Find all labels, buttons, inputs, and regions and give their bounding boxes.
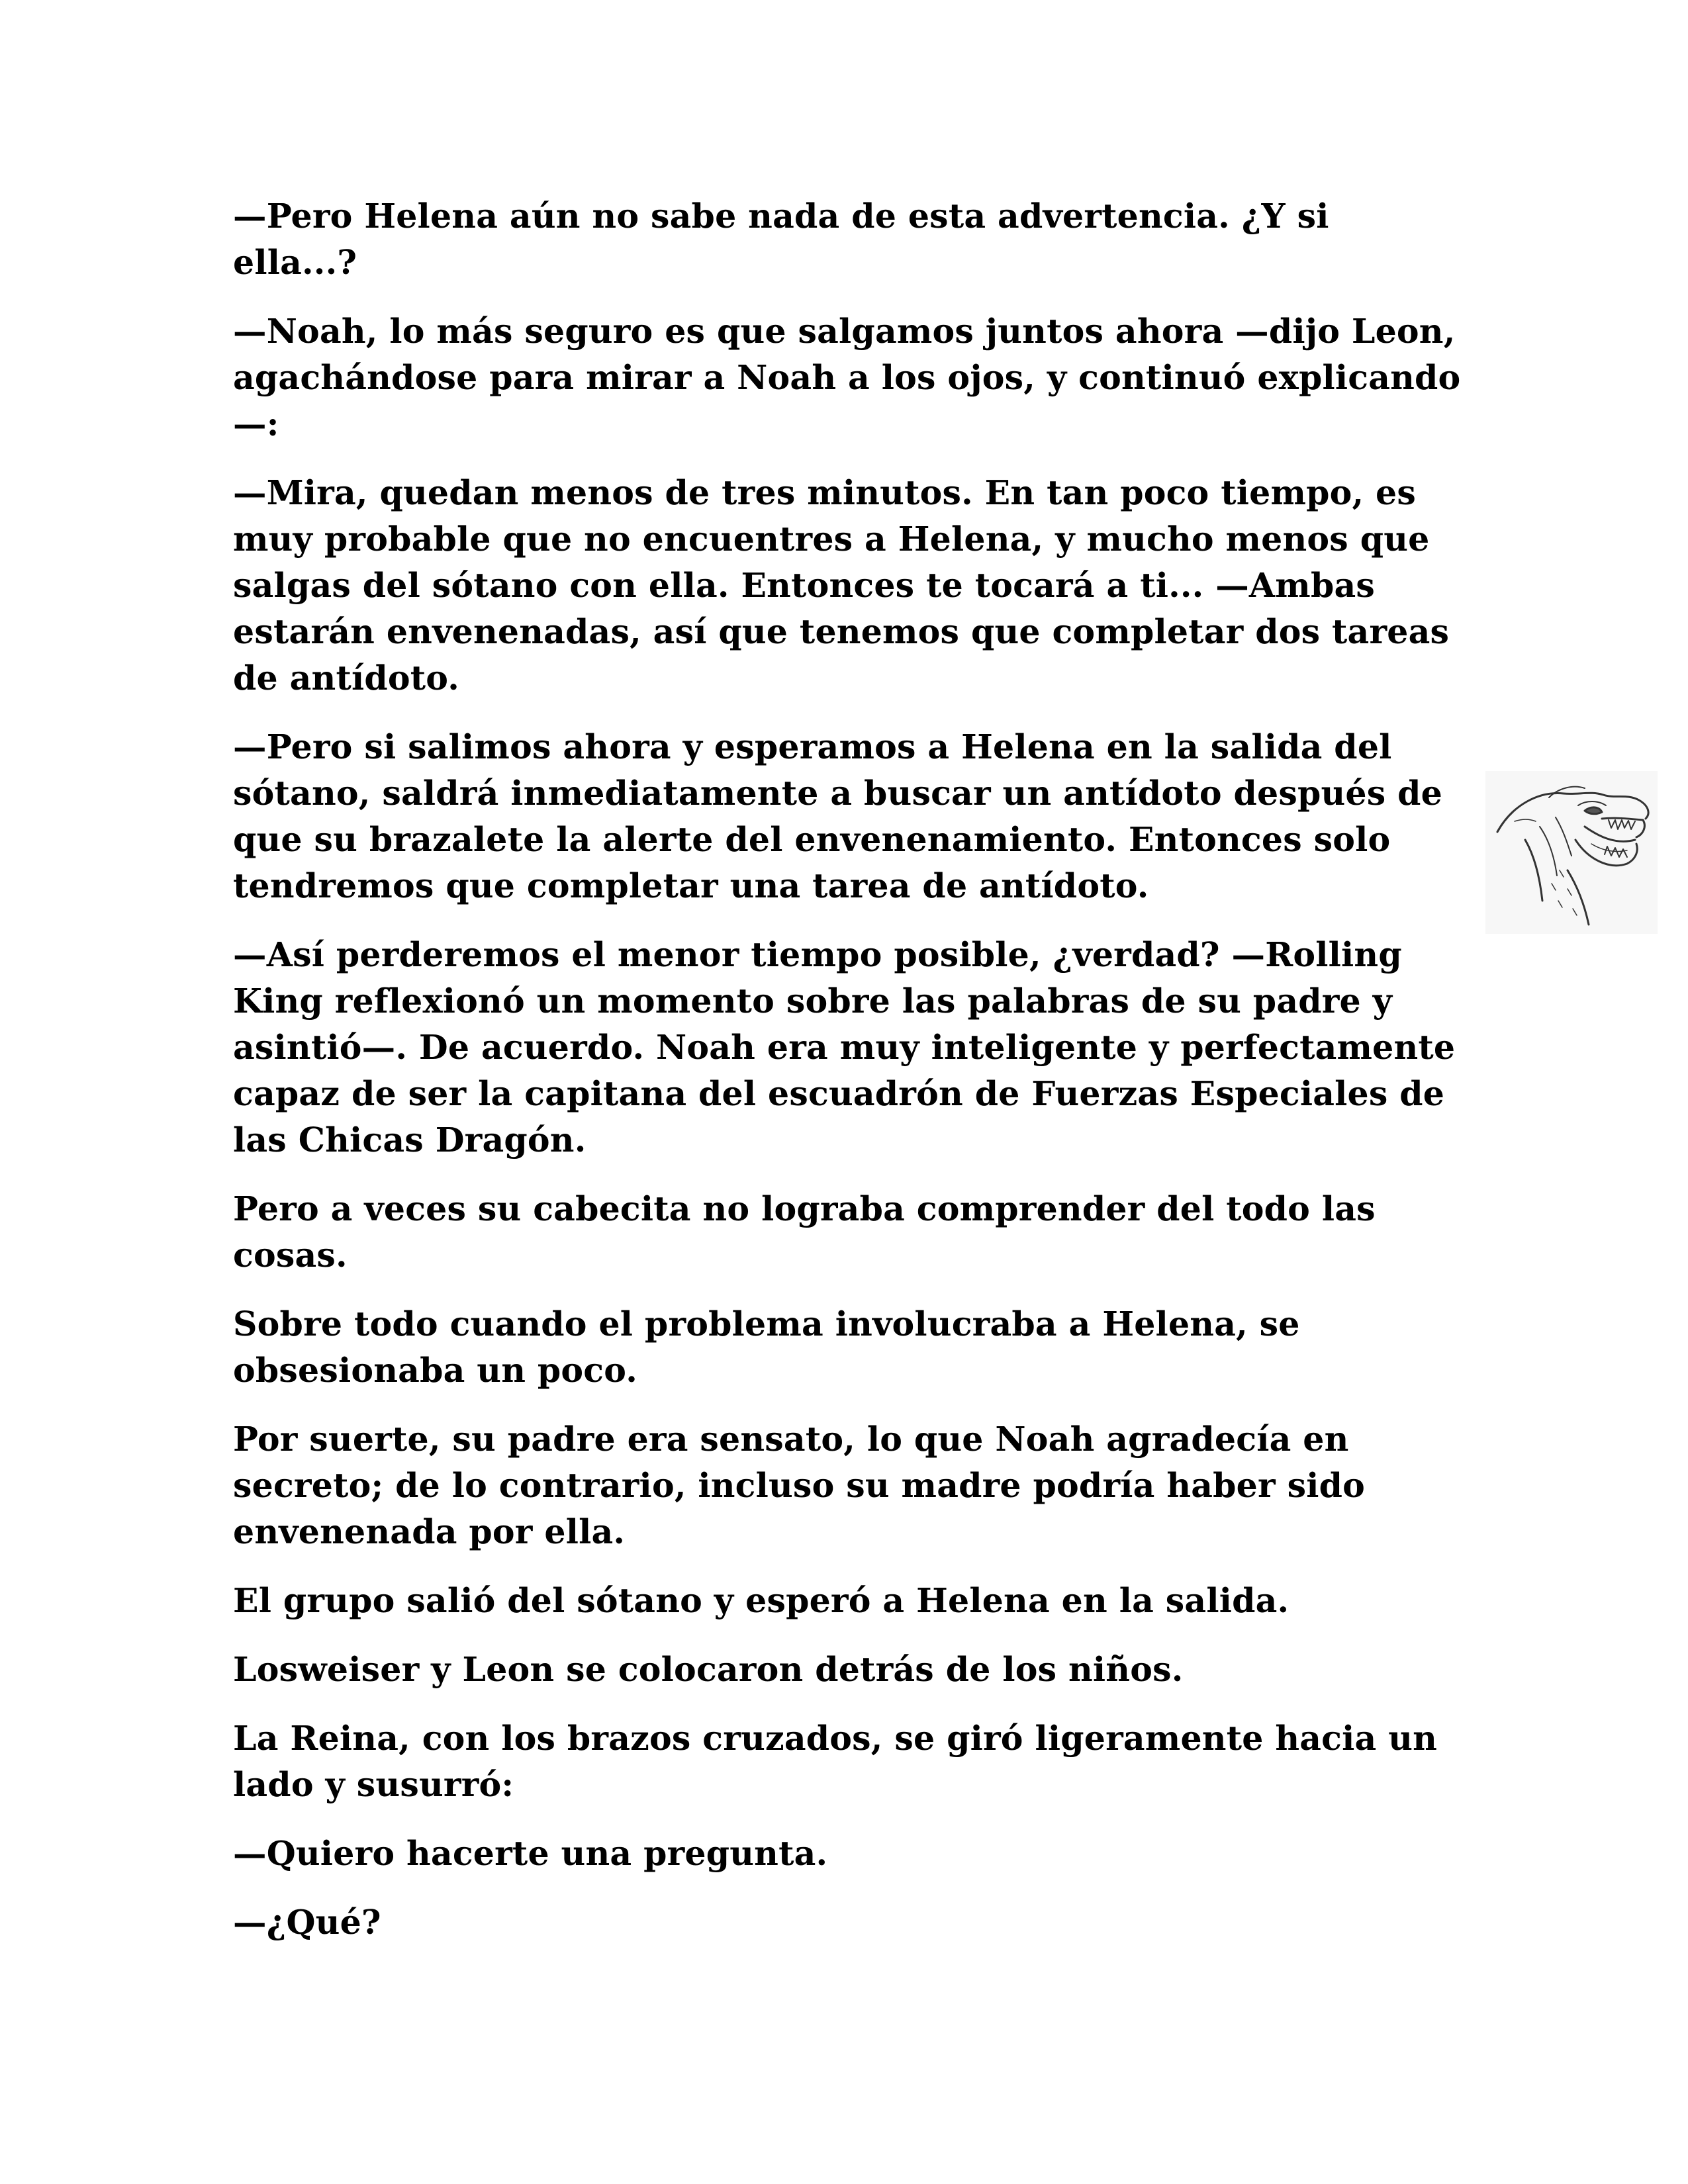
paragraph: Sobre todo cuando el problema involucraba a Helena, se obsesionaba un poco. (233, 1304, 1300, 1390)
paragraph: La Reina, con los brazos cruzados, se giró ligeramente hacia un lado y susurró: (233, 1719, 1438, 1804)
paragraph: —Mira, quedan menos de tres minutos. En tan poco tiempo, es muy probable que no encuentres a Helena, y mucho menos que salgas del sótano con ella. Entonces te tocará a ti... —Ambas estarán envenenadas, así que tenemos que completar dos tareas de antídoto. (233, 473, 1450, 698)
dinosaur-head-sketch-icon (1485, 771, 1658, 934)
paragraph: Por suerte, su padre era sensato, lo que Noah agradecía en secreto; de lo contrario, incluso su madre podría haber sido envenenada por ella. (233, 1420, 1366, 1551)
paragraph: —Quiero hacerte una pregunta. (233, 1834, 828, 1873)
document-body (233, 193, 1464, 1968)
paragraph: —Pero Helena aún no sabe nada de esta advertencia. ¿Y si ella...? (233, 197, 1329, 282)
paragraph: —Así perderemos el menor tiempo posible, ¿verdad? —Rolling King reflexionó un momento sobre las palabras de su padre y asintió—. De acuerdo. Noah era muy inteligente y perfectamente capaz de ser la capitana del escuadrón de Fuerzas Especiales de las Chicas Dragón. (233, 935, 1456, 1160)
paragraph: —¿Qué? (233, 1903, 381, 1942)
paragraph: —Noah, lo más seguro es que salgamos juntos ahora —dijo Leon, agachándose para mirar a Noah a los ojos, y continuó explicando—: (233, 312, 1461, 443)
paragraph: El grupo salió del sótano y esperó a Helena en la salida. (233, 1581, 1289, 1620)
paragraph: Pero a veces su cabecita no lograba comprender del todo las cosas. (233, 1189, 1376, 1275)
paragraph: Losweiser y Leon se colocaron detrás de los niños. (233, 1650, 1184, 1689)
paragraph: —Pero si salimos ahora y esperamos a Helena en la salida del sótano, saldrá inmediatamente a buscar un antídoto después de que su brazalete la alerte del envenenamiento. Entonces solo tendremos que completar una tarea de antídoto. (233, 727, 1442, 905)
